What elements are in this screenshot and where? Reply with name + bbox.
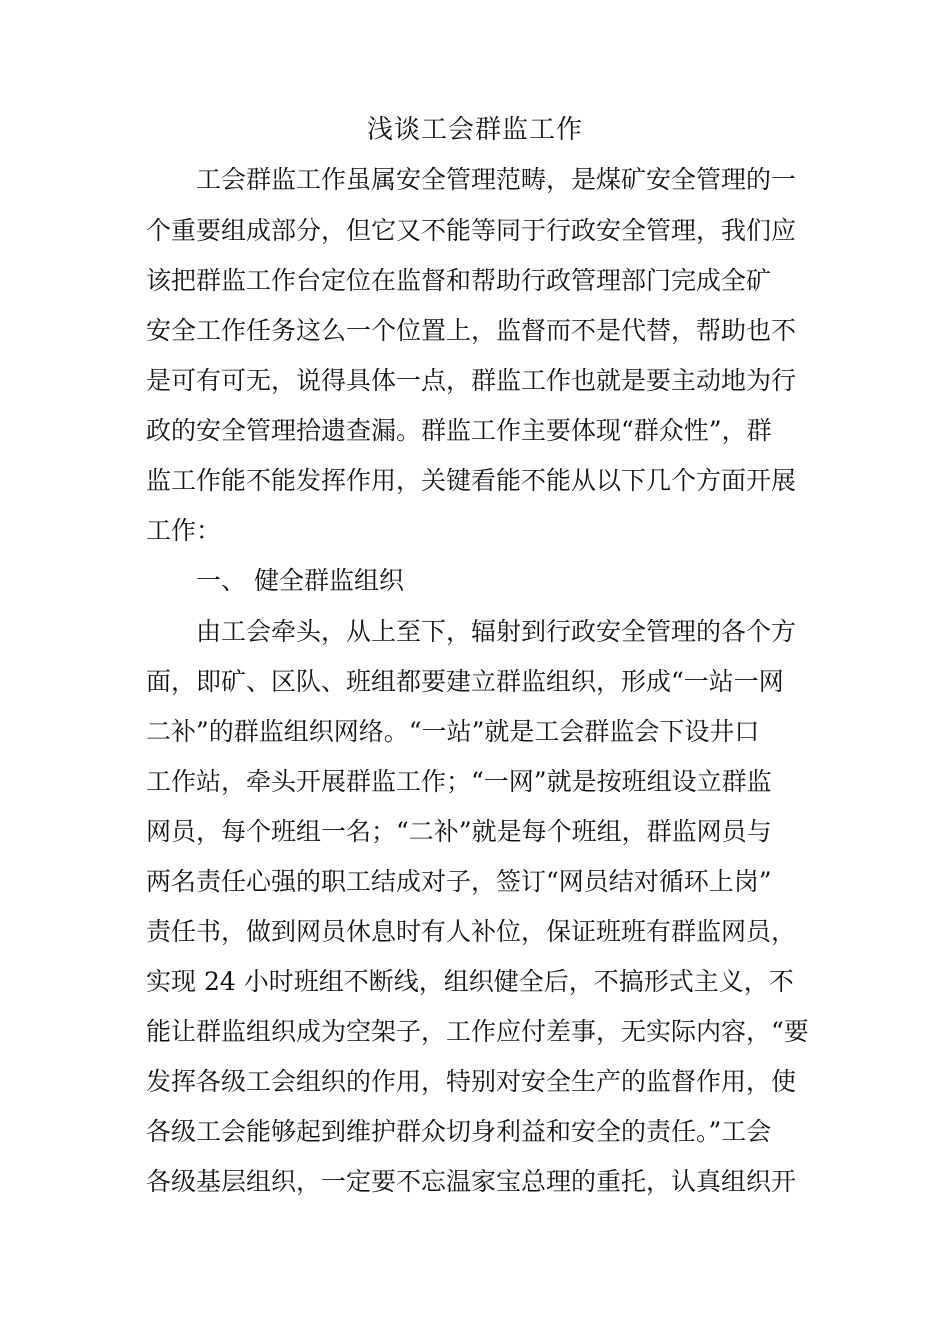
paragraph-line: 工会群监工作虽属安全管理范畴，是煤矿安全管理的一 xyxy=(196,165,797,194)
section-heading: 一、 健全群监组织 xyxy=(196,566,404,595)
page-title: 浅谈工会群监工作 xyxy=(366,115,583,145)
paragraph-line: 政的安全管理拾遗查漏。群监工作主要体现“群众性”，群 xyxy=(146,416,772,445)
paragraph-line: 安全工作任务这么一个位置上，监督而不是代替，帮助也不 xyxy=(146,316,797,345)
paragraph-line: 工作站，牵头开展群监工作；“一网”就是按班组设立群监 xyxy=(146,767,772,796)
paragraph-line: 由工会牵头，从上至下，辐射到行政安全管理的各个方 xyxy=(196,617,797,646)
paragraph-line: 网员，每个班组一名；“二补”就是每个班组，群监网员与 xyxy=(146,817,772,846)
paragraph-line: 工作： xyxy=(146,516,222,545)
paragraph-line: 个重要组成部分，但它又不能等同于行政安全管理，我们应 xyxy=(146,216,797,245)
paragraph-line: 发挥各级工会组织的作用，特别对安全生产的监督作用，使 xyxy=(146,1067,797,1096)
paragraph-line: 两名责任心强的职工结成对子，签订“网员结对循环上岗” xyxy=(146,867,772,896)
paragraph-line: 各级基层组织，一定要不忘温家宝总理的重托，认真组织开 xyxy=(146,1167,797,1196)
paragraph-line: 能让群监组织成为空架子，工作应付差事，无实际内容，“要 xyxy=(146,1017,809,1046)
paragraph-line: 该把群监工作台定位在监督和帮助行政管理部门完成全矿 xyxy=(146,266,772,295)
paragraph-line: 是可有可无，说得具体一点，群监工作也就是要主动地为行 xyxy=(146,366,797,395)
paragraph-line: 实现 24 小时班组不断线，组织健全后，不搞形式主义，不 xyxy=(146,967,794,996)
paragraph-line: 各级工会能够起到维护群众切身利益和安全的责任。”工会 xyxy=(146,1117,772,1146)
paragraph-line: 监工作能不能发挥作用，关键看能不能从以下几个方面开展 xyxy=(146,466,797,495)
paragraph-line: 二补”的群监组织网络。“一站”就是工会群监会下设井口 xyxy=(146,717,760,746)
paragraph-line: 面，即矿、区队、班组都要建立群监组织，形成“一站一网 xyxy=(146,667,784,696)
paragraph-line: 责任书，做到网员休息时有人补位，保证班班有群监网员， xyxy=(146,917,797,946)
